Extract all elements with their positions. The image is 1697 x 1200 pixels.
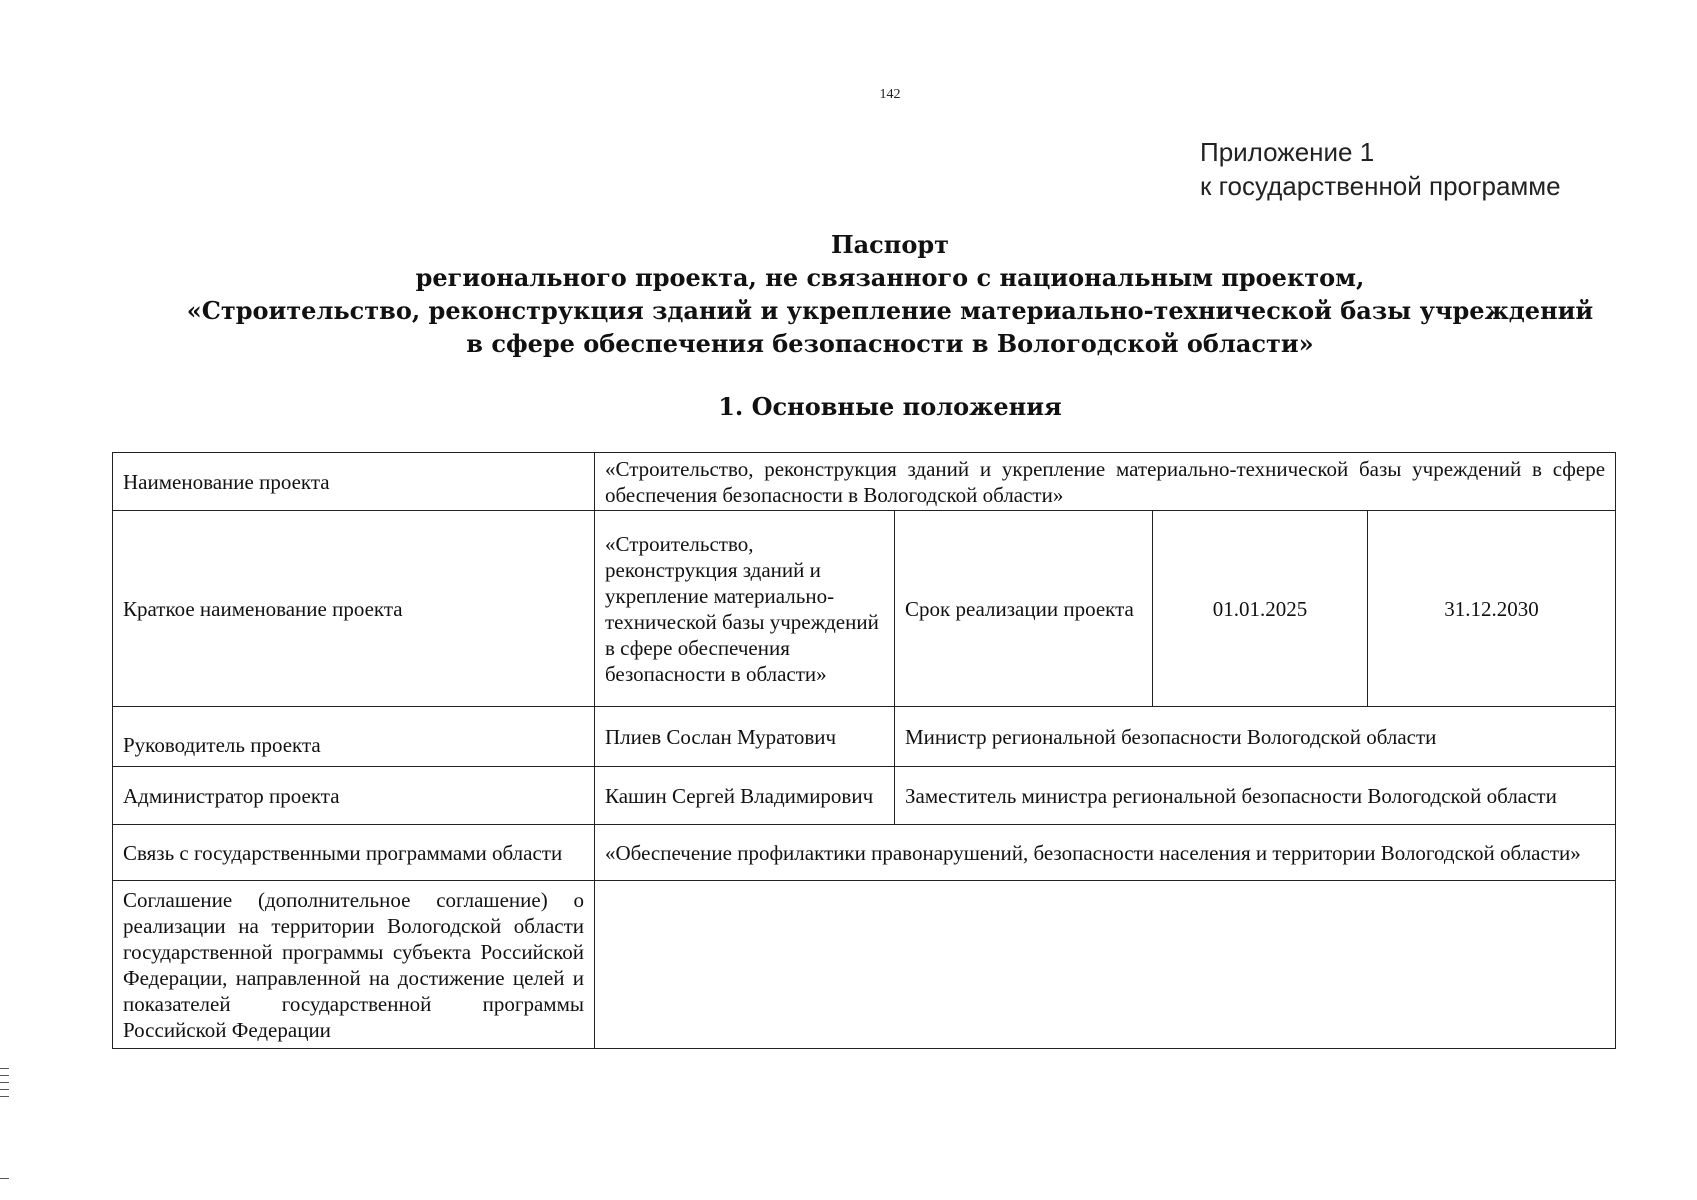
administrator-name: Кашин Сергей Владимирович	[595, 767, 895, 825]
page-number: 142	[879, 87, 901, 102]
project-name-label: Наименование проекта	[113, 453, 595, 511]
section-heading: 1. Основные положения	[718, 392, 1062, 421]
appendix-line-1: Приложение 1	[1200, 137, 1375, 167]
programs-value: «Обеспечение профилактики правонарушений, безопасности населения и территории Вологодской области»	[595, 825, 1616, 881]
document-title	[100, 228, 1680, 360]
table-row-agreement	[113, 881, 1616, 1049]
head-name: Плиев Сослан Муратович	[595, 707, 895, 767]
head-position: Министр региональной безопасности Вологодской области	[895, 707, 1616, 767]
appendix-line-2: к государственной программе	[1200, 171, 1561, 201]
title-line-3: «Строительство, реконструкция зданий и укрепление материально-технической базы учреждений	[186, 296, 1594, 325]
head-label: Руководитель проекта	[113, 707, 595, 767]
margin-mark-low	[0, 1178, 9, 1179]
table-row-project-name	[113, 453, 1616, 511]
title-line-1: Паспорт	[830, 230, 950, 259]
short-name-label: Краткое наименование проекта	[113, 511, 595, 707]
table-row-administrator	[113, 767, 1616, 825]
agreement-value	[595, 881, 1616, 1049]
project-name-value: «Строительство, реконструкция зданий и укрепление материально-технической базы учреждений в сфере обеспечения безопасности в Вологодской области»	[595, 453, 1616, 511]
passport-table	[112, 452, 1616, 1049]
table-row-short-name	[113, 511, 1616, 707]
end-date: 31.12.2030	[1368, 511, 1616, 707]
administrator-position: Заместитель министра региональной безопасности Вологодской области	[895, 767, 1616, 825]
margin-marks	[0, 1068, 10, 1103]
programs-label: Связь с государственными программами области	[113, 825, 595, 881]
start-date: 01.01.2025	[1153, 511, 1368, 707]
table-row-head	[113, 707, 1616, 767]
administrator-label: Администратор проекта	[113, 767, 595, 825]
title-line-4: в сфере обеспечения безопасности в Вологодской области»	[466, 329, 1314, 358]
table-row-programs	[113, 825, 1616, 881]
short-name-value: «Строительство, реконструкция зданий и укрепление материально-технической базы учреждений в сфере обеспечения безопасности в области»	[595, 511, 895, 707]
agreement-label: Соглашение (дополнительное соглашение) о реализации на территории Вологодской области государственной программы субъекта Российской Федерации, направленной на достижение целей и показателей государственной программы Российской Федерации	[113, 881, 595, 1049]
appendix-note	[1200, 135, 1561, 203]
title-line-2: регионального проекта, не связанного с национальным проектом,	[415, 263, 1365, 292]
term-label: Срок реализации проекта	[895, 511, 1153, 707]
